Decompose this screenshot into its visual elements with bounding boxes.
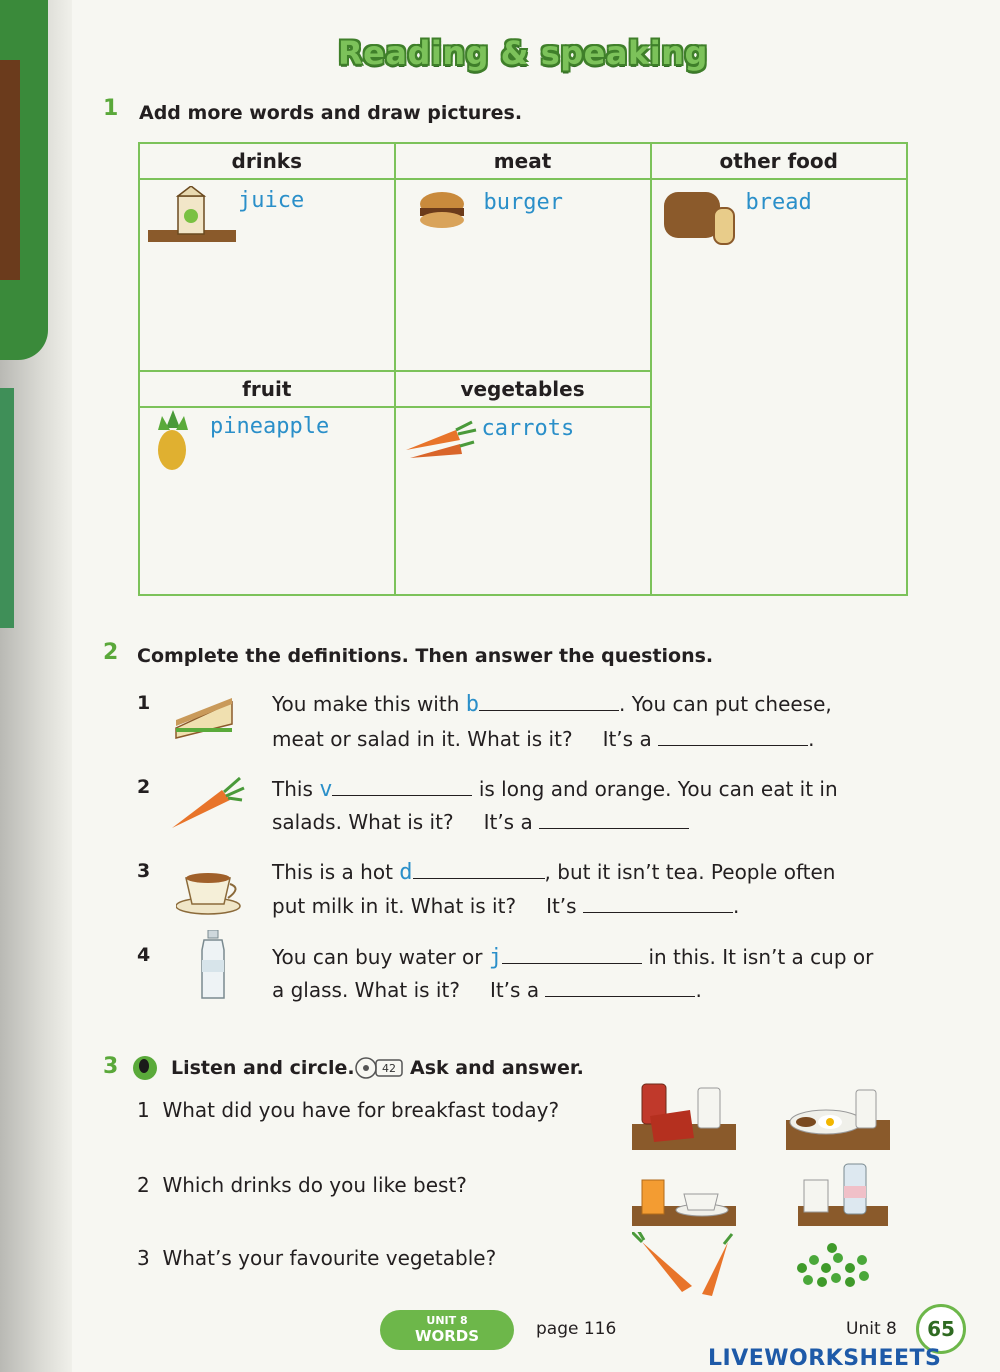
- definition-3-line-2: put milk in it. What is it? It’s .: [272, 894, 740, 918]
- definition-4-line-2: a glass. What is it? It’s a .: [272, 978, 702, 1002]
- audio-cd-icon[interactable]: [354, 1056, 404, 1080]
- cell-other-food[interactable]: [651, 179, 907, 595]
- definition-4-blank-answer[interactable]: [545, 995, 695, 997]
- question-1: 1 What did you have for breakfast today?: [137, 1098, 560, 1122]
- question-3: 3 What’s your favourite vegetable?: [137, 1246, 497, 1270]
- definition-2-line-2: salads. What is it? It’s a: [272, 805, 689, 839]
- liveworksheets-watermark-logo: LIVEWORKSHEETS: [708, 1346, 942, 1371]
- header-vegetables: vegetables: [395, 371, 651, 407]
- sandwich-icon: [172, 698, 236, 742]
- header-drinks: drinks: [139, 143, 395, 179]
- definition-4-blank-word[interactable]: [502, 962, 642, 964]
- cell-meat[interactable]: [395, 179, 651, 371]
- cell-vegetables[interactable]: [395, 407, 651, 595]
- carrot-icon: [166, 776, 246, 834]
- page-title: Reading & speaking: [338, 34, 708, 72]
- water-bottle-icon: [198, 930, 228, 1002]
- drinks-milk-water-picture[interactable]: [798, 1160, 888, 1226]
- breakfast-jam-toast-milk-picture[interactable]: [632, 1080, 736, 1150]
- exercise-1-instruction: Add more words and draw pictures.: [139, 102, 523, 124]
- definition-2-number: 2: [137, 776, 151, 798]
- definition-1-hint: b: [465, 692, 479, 717]
- definition-2-line-1: This v is long and orange. You can eat it in: [272, 777, 838, 802]
- previous-page-illustration-detail: [0, 60, 20, 280]
- question-2: 2 Which drinks do you like best?: [137, 1173, 467, 1197]
- header-fruit: fruit: [139, 371, 395, 407]
- audio-track-number: 42: [382, 1062, 396, 1075]
- word-carrots: carrots: [481, 416, 575, 441]
- definition-3-blank-word[interactable]: [413, 877, 545, 879]
- drinks-juice-tea-picture[interactable]: [632, 1170, 736, 1226]
- previous-page-panel: [0, 388, 14, 628]
- exercise-2-number: 2: [103, 640, 119, 665]
- pineapple-icon: [148, 410, 198, 472]
- exercise-1-number: 1: [103, 96, 119, 121]
- word-pineapple: pineapple: [210, 414, 330, 439]
- page-reference: page 116: [536, 1319, 617, 1339]
- juice-carton-icon: [148, 186, 238, 244]
- vegetable-peas-picture[interactable]: [792, 1238, 876, 1294]
- word-burger: burger: [483, 190, 564, 215]
- exercise-3-ask-instruction: Ask and answer.: [410, 1057, 584, 1079]
- vegetable-carrots-picture[interactable]: [632, 1232, 736, 1296]
- burger-icon: [416, 190, 468, 232]
- exercise-3-listen-instruction: Listen and circle.: [171, 1057, 355, 1079]
- cell-drinks[interactable]: [139, 179, 395, 371]
- definition-1-blank-word[interactable]: [479, 709, 619, 711]
- word-juice: juice: [238, 188, 305, 213]
- exercise-3-number: 3: [103, 1054, 119, 1079]
- definition-1-number: 1: [137, 692, 151, 714]
- word-bread: bread: [745, 190, 812, 215]
- definition-2-hint: v: [319, 777, 333, 802]
- definition-2-blank-word[interactable]: [332, 794, 472, 796]
- cell-fruit[interactable]: [139, 407, 395, 595]
- header-meat: meat: [395, 143, 651, 179]
- definition-4-line-1: You can buy water or j in this. It isn’t a cup or: [272, 945, 874, 970]
- header-other-food: other food: [651, 143, 907, 179]
- definition-4-hint: j: [488, 945, 503, 970]
- carrots-icon: [402, 416, 478, 462]
- definition-3-blank-answer[interactable]: [583, 911, 733, 913]
- microphone-icon: [132, 1054, 158, 1082]
- exercise-2-instruction: Complete the definitions. Then answer the questions.: [137, 645, 714, 667]
- definition-1-line-2: meat or salad in it. What is it? It’s a .: [272, 727, 815, 751]
- page-number: 65: [916, 1304, 966, 1354]
- definition-2-blank-answer[interactable]: [539, 827, 689, 829]
- definition-1-line-1: You make this with b . You can put cheese,: [272, 692, 832, 717]
- food-categories-table: [138, 142, 908, 596]
- definition-3-line-1: This is a hot d , but it isn’t tea. People often: [272, 860, 836, 885]
- unit-words-badge: UNIT 8 WORDS: [380, 1310, 514, 1350]
- breakfast-egg-sausage-milk-picture[interactable]: [786, 1080, 890, 1150]
- unit-label: Unit 8: [846, 1319, 897, 1339]
- definition-3-number: 3: [137, 860, 151, 882]
- definition-4-number: 4: [137, 944, 151, 966]
- bread-icon: [664, 188, 744, 246]
- definition-3-hint: d: [399, 860, 413, 885]
- definition-1-blank-answer[interactable]: [658, 744, 808, 746]
- coffee-cup-icon: [176, 860, 248, 916]
